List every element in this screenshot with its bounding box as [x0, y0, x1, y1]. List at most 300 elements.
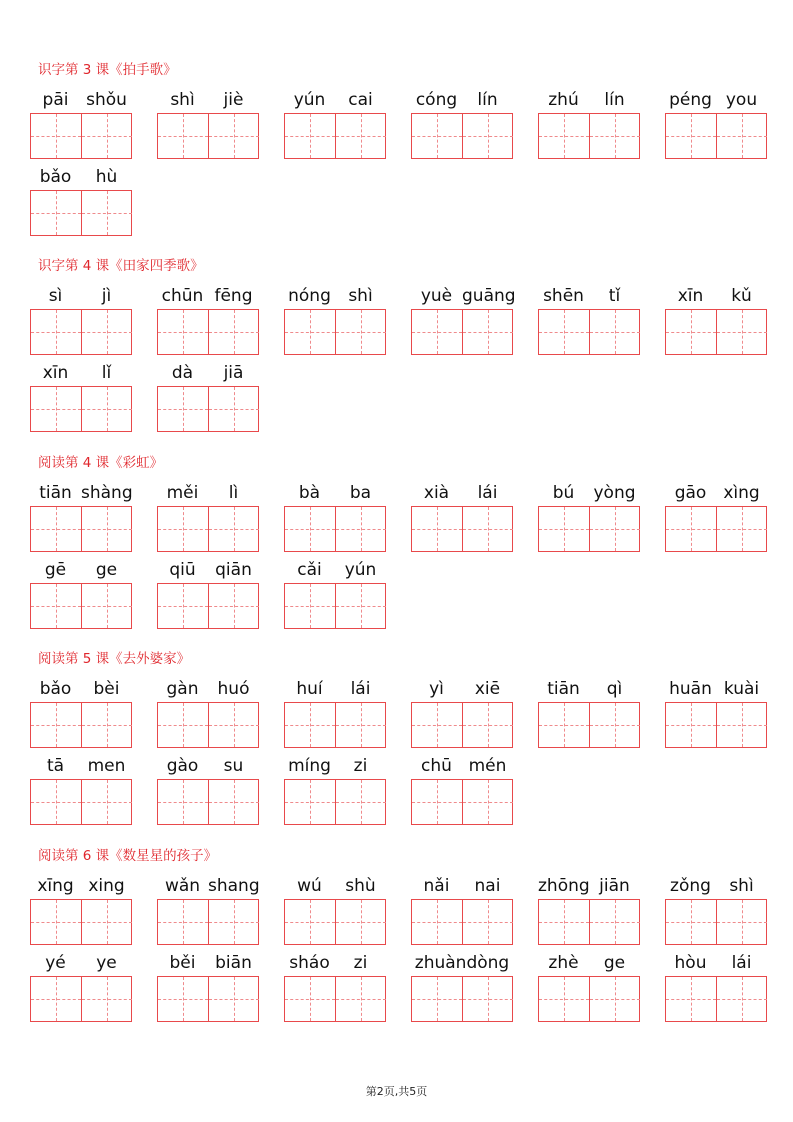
- writing-grid: [665, 309, 767, 355]
- tian-zi-cell[interactable]: [158, 977, 208, 1021]
- pinyin-syllable: lǐ: [101, 363, 112, 383]
- tian-zi-cell[interactable]: [81, 977, 132, 1021]
- word-box: [411, 285, 516, 357]
- pinyin-line: [30, 482, 132, 504]
- pinyin-syllable: xīn: [677, 286, 704, 306]
- writing-grid: [30, 506, 132, 552]
- tian-zi-cell[interactable]: [589, 507, 640, 551]
- pinyin-line: [30, 875, 132, 897]
- pinyin-syllable: bà: [298, 483, 321, 503]
- tian-zi-cell[interactable]: [412, 703, 462, 747]
- tian-zi-cell[interactable]: [462, 900, 513, 944]
- pinyin-syllable: yòng: [593, 483, 636, 503]
- tian-zi-cell[interactable]: [158, 780, 208, 824]
- pinyin-syllable: qiū: [169, 560, 196, 580]
- pinyin-syllable: xīn: [42, 363, 69, 383]
- writing-grid: [157, 386, 259, 432]
- pinyin-syllable: cǎi: [297, 560, 322, 580]
- writing-grid: [538, 976, 640, 1022]
- pinyin-syllable: zhú: [548, 90, 579, 110]
- word-box: [284, 952, 386, 1024]
- writing-grid: [284, 113, 386, 159]
- pinyin-line: [411, 952, 513, 974]
- tian-zi-cell[interactable]: [208, 703, 259, 747]
- tian-zi-cell[interactable]: [158, 507, 208, 551]
- word-box: [157, 952, 259, 1024]
- tian-zi-cell[interactable]: [716, 507, 767, 551]
- writing-grid: [411, 702, 513, 748]
- tian-zi-cell[interactable]: [81, 584, 132, 628]
- tian-zi-cell[interactable]: [31, 507, 81, 551]
- pinyin-syllable: tǐ: [608, 286, 621, 306]
- pinyin-syllable: chū: [421, 756, 452, 776]
- word-box: [157, 89, 259, 161]
- tian-zi-cell[interactable]: [335, 584, 386, 628]
- pinyin-syllable: dà: [171, 363, 194, 383]
- pinyin-syllable: ye: [96, 953, 117, 973]
- tian-zi-cell[interactable]: [158, 114, 208, 158]
- writing-grid: [411, 899, 513, 945]
- pinyin-syllable: xìng: [723, 483, 760, 503]
- tian-zi-cell[interactable]: [158, 703, 208, 747]
- pinyin-line: [665, 285, 767, 307]
- word-box: [30, 952, 132, 1024]
- tian-zi-cell[interactable]: [589, 977, 640, 1021]
- pinyin-syllable: gāo: [674, 483, 707, 503]
- writing-grid: [665, 506, 767, 552]
- pinyin-syllable: cóng: [415, 90, 458, 110]
- tian-zi-cell[interactable]: [666, 310, 716, 354]
- word-box: [538, 482, 640, 554]
- tian-zi-cell[interactable]: [666, 900, 716, 944]
- tian-zi-cell[interactable]: [539, 310, 589, 354]
- pinyin-syllable: shù: [345, 876, 376, 896]
- pinyin-syllable: péng: [669, 90, 712, 110]
- writing-grid: [665, 702, 767, 748]
- pinyin-line: [284, 482, 386, 504]
- section-title: 阅读第 5 课《去外婆家》: [38, 651, 191, 667]
- word-box: [30, 285, 132, 357]
- tian-zi-cell[interactable]: [539, 507, 589, 551]
- pinyin-line: [665, 482, 767, 504]
- writing-grid: [538, 702, 640, 748]
- pinyin-line: [157, 952, 259, 974]
- pinyin-syllable: kuài: [723, 679, 760, 699]
- pinyin-syllable: tā: [46, 756, 65, 776]
- tian-zi-cell[interactable]: [285, 900, 335, 944]
- word-box: [411, 89, 513, 161]
- tian-zi-cell[interactable]: [208, 310, 259, 354]
- pinyin-syllable: tiān: [39, 483, 72, 503]
- tian-zi-cell[interactable]: [285, 780, 335, 824]
- word-box: [157, 362, 259, 434]
- word-box: [284, 875, 386, 947]
- tian-zi-cell[interactable]: [335, 703, 386, 747]
- word-box: [30, 559, 132, 631]
- tian-zi-cell[interactable]: [539, 900, 589, 944]
- pinyin-line: [538, 678, 640, 700]
- pinyin-syllable: hòu: [674, 953, 707, 973]
- tian-zi-cell[interactable]: [208, 900, 259, 944]
- tian-zi-cell[interactable]: [666, 114, 716, 158]
- writing-grid: [284, 702, 386, 748]
- tian-zi-cell[interactable]: [208, 977, 259, 1021]
- tian-zi-cell[interactable]: [208, 780, 259, 824]
- tian-zi-cell[interactable]: [31, 387, 81, 431]
- word-box: [157, 285, 259, 357]
- tian-zi-cell[interactable]: [81, 387, 132, 431]
- writing-grid: [538, 113, 640, 159]
- pinyin-syllable: lì: [228, 483, 239, 503]
- word-box: [665, 952, 767, 1024]
- tian-zi-cell[interactable]: [285, 507, 335, 551]
- word-box: [665, 285, 767, 357]
- writing-grid: [665, 899, 767, 945]
- writing-grid: [30, 583, 132, 629]
- tian-zi-cell[interactable]: [335, 114, 386, 158]
- tian-zi-cell[interactable]: [539, 703, 589, 747]
- word-box: [284, 89, 386, 161]
- tian-zi-cell[interactable]: [412, 507, 462, 551]
- pinyin-syllable: bǎo: [39, 679, 72, 699]
- writing-grid: [30, 113, 132, 159]
- pinyin-syllable: xiē: [474, 679, 501, 699]
- tian-zi-cell[interactable]: [335, 310, 386, 354]
- tian-zi-cell[interactable]: [208, 387, 259, 431]
- tian-zi-cell[interactable]: [666, 977, 716, 1021]
- pinyin-line: [30, 952, 132, 974]
- writing-grid: [30, 899, 132, 945]
- tian-zi-cell[interactable]: [589, 703, 640, 747]
- pinyin-syllable: nǎi: [423, 876, 450, 896]
- word-box: [411, 952, 513, 1024]
- word-box: [30, 755, 132, 827]
- tian-zi-cell[interactable]: [285, 584, 335, 628]
- pinyin-syllable: xià: [423, 483, 450, 503]
- pinyin-line: [30, 166, 132, 188]
- writing-grid: [411, 976, 513, 1022]
- tian-zi-cell[interactable]: [539, 977, 589, 1021]
- pinyin-line: [284, 559, 386, 581]
- tian-zi-cell[interactable]: [285, 703, 335, 747]
- tian-zi-cell[interactable]: [589, 310, 640, 354]
- pinyin-line: [157, 362, 259, 384]
- pinyin-line: [665, 89, 767, 111]
- pinyin-syllable: qiān: [215, 560, 252, 580]
- pinyin-syllable: lín: [477, 90, 498, 110]
- section-title: 阅读第 4 课《彩虹》: [38, 455, 164, 471]
- tian-zi-cell[interactable]: [462, 780, 513, 824]
- pinyin-line: [30, 89, 132, 111]
- pinyin-syllable: jiān: [599, 876, 630, 896]
- writing-grid: [157, 506, 259, 552]
- tian-zi-cell[interactable]: [462, 310, 513, 354]
- pinyin-line: [157, 89, 259, 111]
- pinyin-line: [411, 678, 513, 700]
- tian-zi-cell[interactable]: [208, 584, 259, 628]
- pinyin-syllable: bǎo: [39, 167, 72, 187]
- pinyin-line: [538, 875, 640, 897]
- pinyin-syllable: ba: [349, 483, 372, 503]
- word-box: [30, 678, 132, 750]
- word-box: [30, 875, 132, 947]
- tian-zi-cell[interactable]: [285, 310, 335, 354]
- writing-grid: [411, 779, 513, 825]
- writing-grid: [157, 309, 259, 355]
- pinyin-line: [411, 482, 513, 504]
- pinyin-syllable: yé: [45, 953, 66, 973]
- pinyin-line: [157, 559, 259, 581]
- page-footer: 第2页,共5页: [365, 1085, 428, 1098]
- word-box: [30, 166, 132, 238]
- pinyin-line: [538, 285, 640, 307]
- tian-zi-cell[interactable]: [335, 900, 386, 944]
- writing-grid: [30, 779, 132, 825]
- pinyin-syllable: nóng: [288, 286, 331, 306]
- tian-zi-cell[interactable]: [462, 507, 513, 551]
- pinyin-syllable: yuè: [420, 286, 453, 306]
- writing-grid: [157, 779, 259, 825]
- pinyin-line: [30, 362, 132, 384]
- pinyin-syllable: měi: [166, 483, 199, 503]
- writing-grid: [284, 309, 386, 355]
- section-title: 识字第 4 课《田家四季歌》: [38, 258, 204, 274]
- word-box: [538, 285, 640, 357]
- writing-grid: [157, 702, 259, 748]
- tian-zi-cell[interactable]: [716, 977, 767, 1021]
- pinyin-syllable: shì: [729, 876, 754, 896]
- word-box: [411, 482, 513, 554]
- pinyin-syllable: shì: [348, 286, 373, 306]
- pinyin-syllable: yì: [429, 679, 444, 699]
- word-box: [538, 89, 640, 161]
- tian-zi-cell[interactable]: [285, 977, 335, 1021]
- tian-zi-cell[interactable]: [31, 703, 81, 747]
- pinyin-syllable: ge: [603, 953, 626, 973]
- word-box: [284, 755, 386, 827]
- pinyin-line: [157, 678, 259, 700]
- word-box: [538, 678, 640, 750]
- pinyin-syllable: jì: [101, 286, 112, 306]
- pinyin-line: [411, 755, 513, 777]
- pinyin-line: [284, 755, 386, 777]
- pinyin-line: [30, 559, 132, 581]
- pinyin-syllable: huí: [296, 679, 323, 699]
- pinyin-syllable: kǔ: [731, 286, 752, 306]
- tian-zi-cell[interactable]: [716, 310, 767, 354]
- pinyin-syllable: xing: [88, 876, 125, 896]
- pinyin-line: [284, 89, 386, 111]
- tian-zi-cell[interactable]: [412, 114, 462, 158]
- word-box: [284, 482, 386, 554]
- word-box: [157, 559, 259, 631]
- writing-grid: [538, 506, 640, 552]
- pinyin-syllable: gàn: [166, 679, 199, 699]
- pinyin-line: [665, 952, 767, 974]
- tian-zi-cell[interactable]: [81, 310, 132, 354]
- pinyin-syllable: lái: [731, 953, 752, 973]
- tian-zi-cell[interactable]: [412, 780, 462, 824]
- pinyin-syllable: sháo: [289, 953, 330, 973]
- pinyin-syllable: pāi: [42, 90, 69, 110]
- word-box: [411, 678, 513, 750]
- tian-zi-cell[interactable]: [158, 900, 208, 944]
- tian-zi-cell[interactable]: [31, 191, 81, 235]
- tian-zi-cell[interactable]: [716, 900, 767, 944]
- pinyin-syllable: tiān: [547, 679, 580, 699]
- pinyin-line: [411, 89, 513, 111]
- pinyin-syllable: shǒu: [86, 90, 127, 110]
- pinyin-line: [538, 89, 640, 111]
- word-box: [30, 89, 132, 161]
- pinyin-syllable: qì: [606, 679, 623, 699]
- tian-zi-cell[interactable]: [285, 114, 335, 158]
- pinyin-syllable: cai: [348, 90, 373, 110]
- pinyin-line: [411, 285, 516, 307]
- tian-zi-cell[interactable]: [716, 114, 767, 158]
- pinyin-syllable: zhōng: [538, 876, 590, 896]
- pinyin-syllable: men: [87, 756, 126, 776]
- pinyin-syllable: fēng: [214, 286, 253, 306]
- tian-zi-cell[interactable]: [412, 310, 462, 354]
- tian-zi-cell[interactable]: [81, 900, 132, 944]
- pinyin-syllable: bú: [552, 483, 575, 503]
- tian-zi-cell[interactable]: [31, 780, 81, 824]
- tian-zi-cell[interactable]: [81, 780, 132, 824]
- writing-grid: [284, 976, 386, 1022]
- pinyin-syllable: gào: [166, 756, 199, 776]
- pinyin-line: [157, 755, 259, 777]
- tian-zi-cell[interactable]: [462, 977, 513, 1021]
- tian-zi-cell[interactable]: [716, 703, 767, 747]
- tian-zi-cell[interactable]: [539, 114, 589, 158]
- pinyin-syllable: zǒng: [670, 876, 711, 896]
- tian-zi-cell[interactable]: [31, 310, 81, 354]
- tian-zi-cell[interactable]: [31, 584, 81, 628]
- section-title: 识字第 3 课《拍手歌》: [38, 62, 177, 78]
- word-box: [665, 89, 767, 161]
- writing-grid: [30, 309, 132, 355]
- tian-zi-cell[interactable]: [666, 507, 716, 551]
- pinyin-syllable: biān: [215, 953, 252, 973]
- writing-grid: [411, 506, 513, 552]
- pinyin-syllable: shàng: [81, 483, 133, 503]
- writing-grid: [665, 976, 767, 1022]
- pinyin-syllable: you: [725, 90, 758, 110]
- word-box: [157, 755, 259, 827]
- pinyin-syllable: sì: [48, 286, 63, 306]
- pinyin-syllable: guāng: [462, 286, 516, 306]
- tian-zi-cell[interactable]: [335, 507, 386, 551]
- pinyin-line: [411, 875, 513, 897]
- pinyin-syllable: nai: [474, 876, 501, 896]
- pinyin-syllable: mén: [468, 756, 507, 776]
- tian-zi-cell[interactable]: [208, 507, 259, 551]
- word-box: [665, 482, 767, 554]
- tian-zi-cell[interactable]: [412, 977, 462, 1021]
- writing-grid: [157, 113, 259, 159]
- pinyin-line: [284, 285, 386, 307]
- word-box: [538, 875, 640, 947]
- tian-zi-cell[interactable]: [158, 387, 208, 431]
- tian-zi-cell[interactable]: [31, 977, 81, 1021]
- pinyin-line: [284, 678, 386, 700]
- pinyin-syllable: lái: [477, 483, 498, 503]
- tian-zi-cell[interactable]: [81, 507, 132, 551]
- pinyin-line: [30, 285, 132, 307]
- tian-zi-cell[interactable]: [335, 780, 386, 824]
- tian-zi-cell[interactable]: [158, 310, 208, 354]
- tian-zi-cell[interactable]: [158, 584, 208, 628]
- tian-zi-cell[interactable]: [666, 703, 716, 747]
- tian-zi-cell[interactable]: [335, 977, 386, 1021]
- pinyin-syllable: ge: [95, 560, 118, 580]
- pinyin-syllable: jiā: [223, 363, 244, 383]
- pinyin-syllable: zhuàndòng: [414, 953, 510, 973]
- pinyin-line: [284, 952, 386, 974]
- writing-grid: [411, 113, 513, 159]
- pinyin-syllable: zi: [353, 756, 368, 776]
- writing-grid: [30, 386, 132, 432]
- pinyin-syllable: zhè: [548, 953, 579, 973]
- pinyin-syllable: yún: [293, 90, 326, 110]
- pinyin-syllable: míng: [288, 756, 331, 776]
- tian-zi-cell[interactable]: [462, 703, 513, 747]
- pinyin-syllable: zi: [353, 953, 368, 973]
- pinyin-syllable: lái: [350, 679, 371, 699]
- pinyin-syllable: wú: [297, 876, 322, 896]
- word-box: [284, 559, 386, 631]
- pinyin-line: [665, 875, 767, 897]
- pinyin-line: [538, 952, 640, 974]
- pinyin-syllable: yún: [344, 560, 377, 580]
- word-box: [157, 875, 259, 947]
- word-box: [538, 952, 640, 1024]
- pinyin-syllable: huó: [217, 679, 250, 699]
- word-box: [157, 678, 259, 750]
- tian-zi-cell[interactable]: [589, 114, 640, 158]
- tian-zi-cell[interactable]: [208, 114, 259, 158]
- tian-zi-cell[interactable]: [81, 191, 132, 235]
- tian-zi-cell[interactable]: [412, 900, 462, 944]
- tian-zi-cell[interactable]: [81, 114, 132, 158]
- tian-zi-cell[interactable]: [462, 114, 513, 158]
- pinyin-syllable: bèi: [93, 679, 120, 699]
- writing-grid: [538, 309, 640, 355]
- writing-grid: [284, 506, 386, 552]
- writing-grid: [411, 309, 513, 355]
- pinyin-syllable: shì: [170, 90, 195, 110]
- word-box: [284, 678, 386, 750]
- pinyin-line: [157, 875, 259, 897]
- pinyin-line: [30, 755, 132, 777]
- tian-zi-cell[interactable]: [31, 900, 81, 944]
- word-box: [411, 875, 513, 947]
- pinyin-line: [30, 678, 132, 700]
- tian-zi-cell[interactable]: [31, 114, 81, 158]
- writing-grid: [30, 190, 132, 236]
- pinyin-line: [538, 482, 640, 504]
- tian-zi-cell[interactable]: [81, 703, 132, 747]
- tian-zi-cell[interactable]: [589, 900, 640, 944]
- word-box: [30, 482, 132, 554]
- pinyin-syllable: xīng: [37, 876, 74, 896]
- writing-grid: [157, 976, 259, 1022]
- writing-grid: [538, 899, 640, 945]
- writing-grid: [157, 583, 259, 629]
- writing-grid: [30, 702, 132, 748]
- writing-grid: [157, 899, 259, 945]
